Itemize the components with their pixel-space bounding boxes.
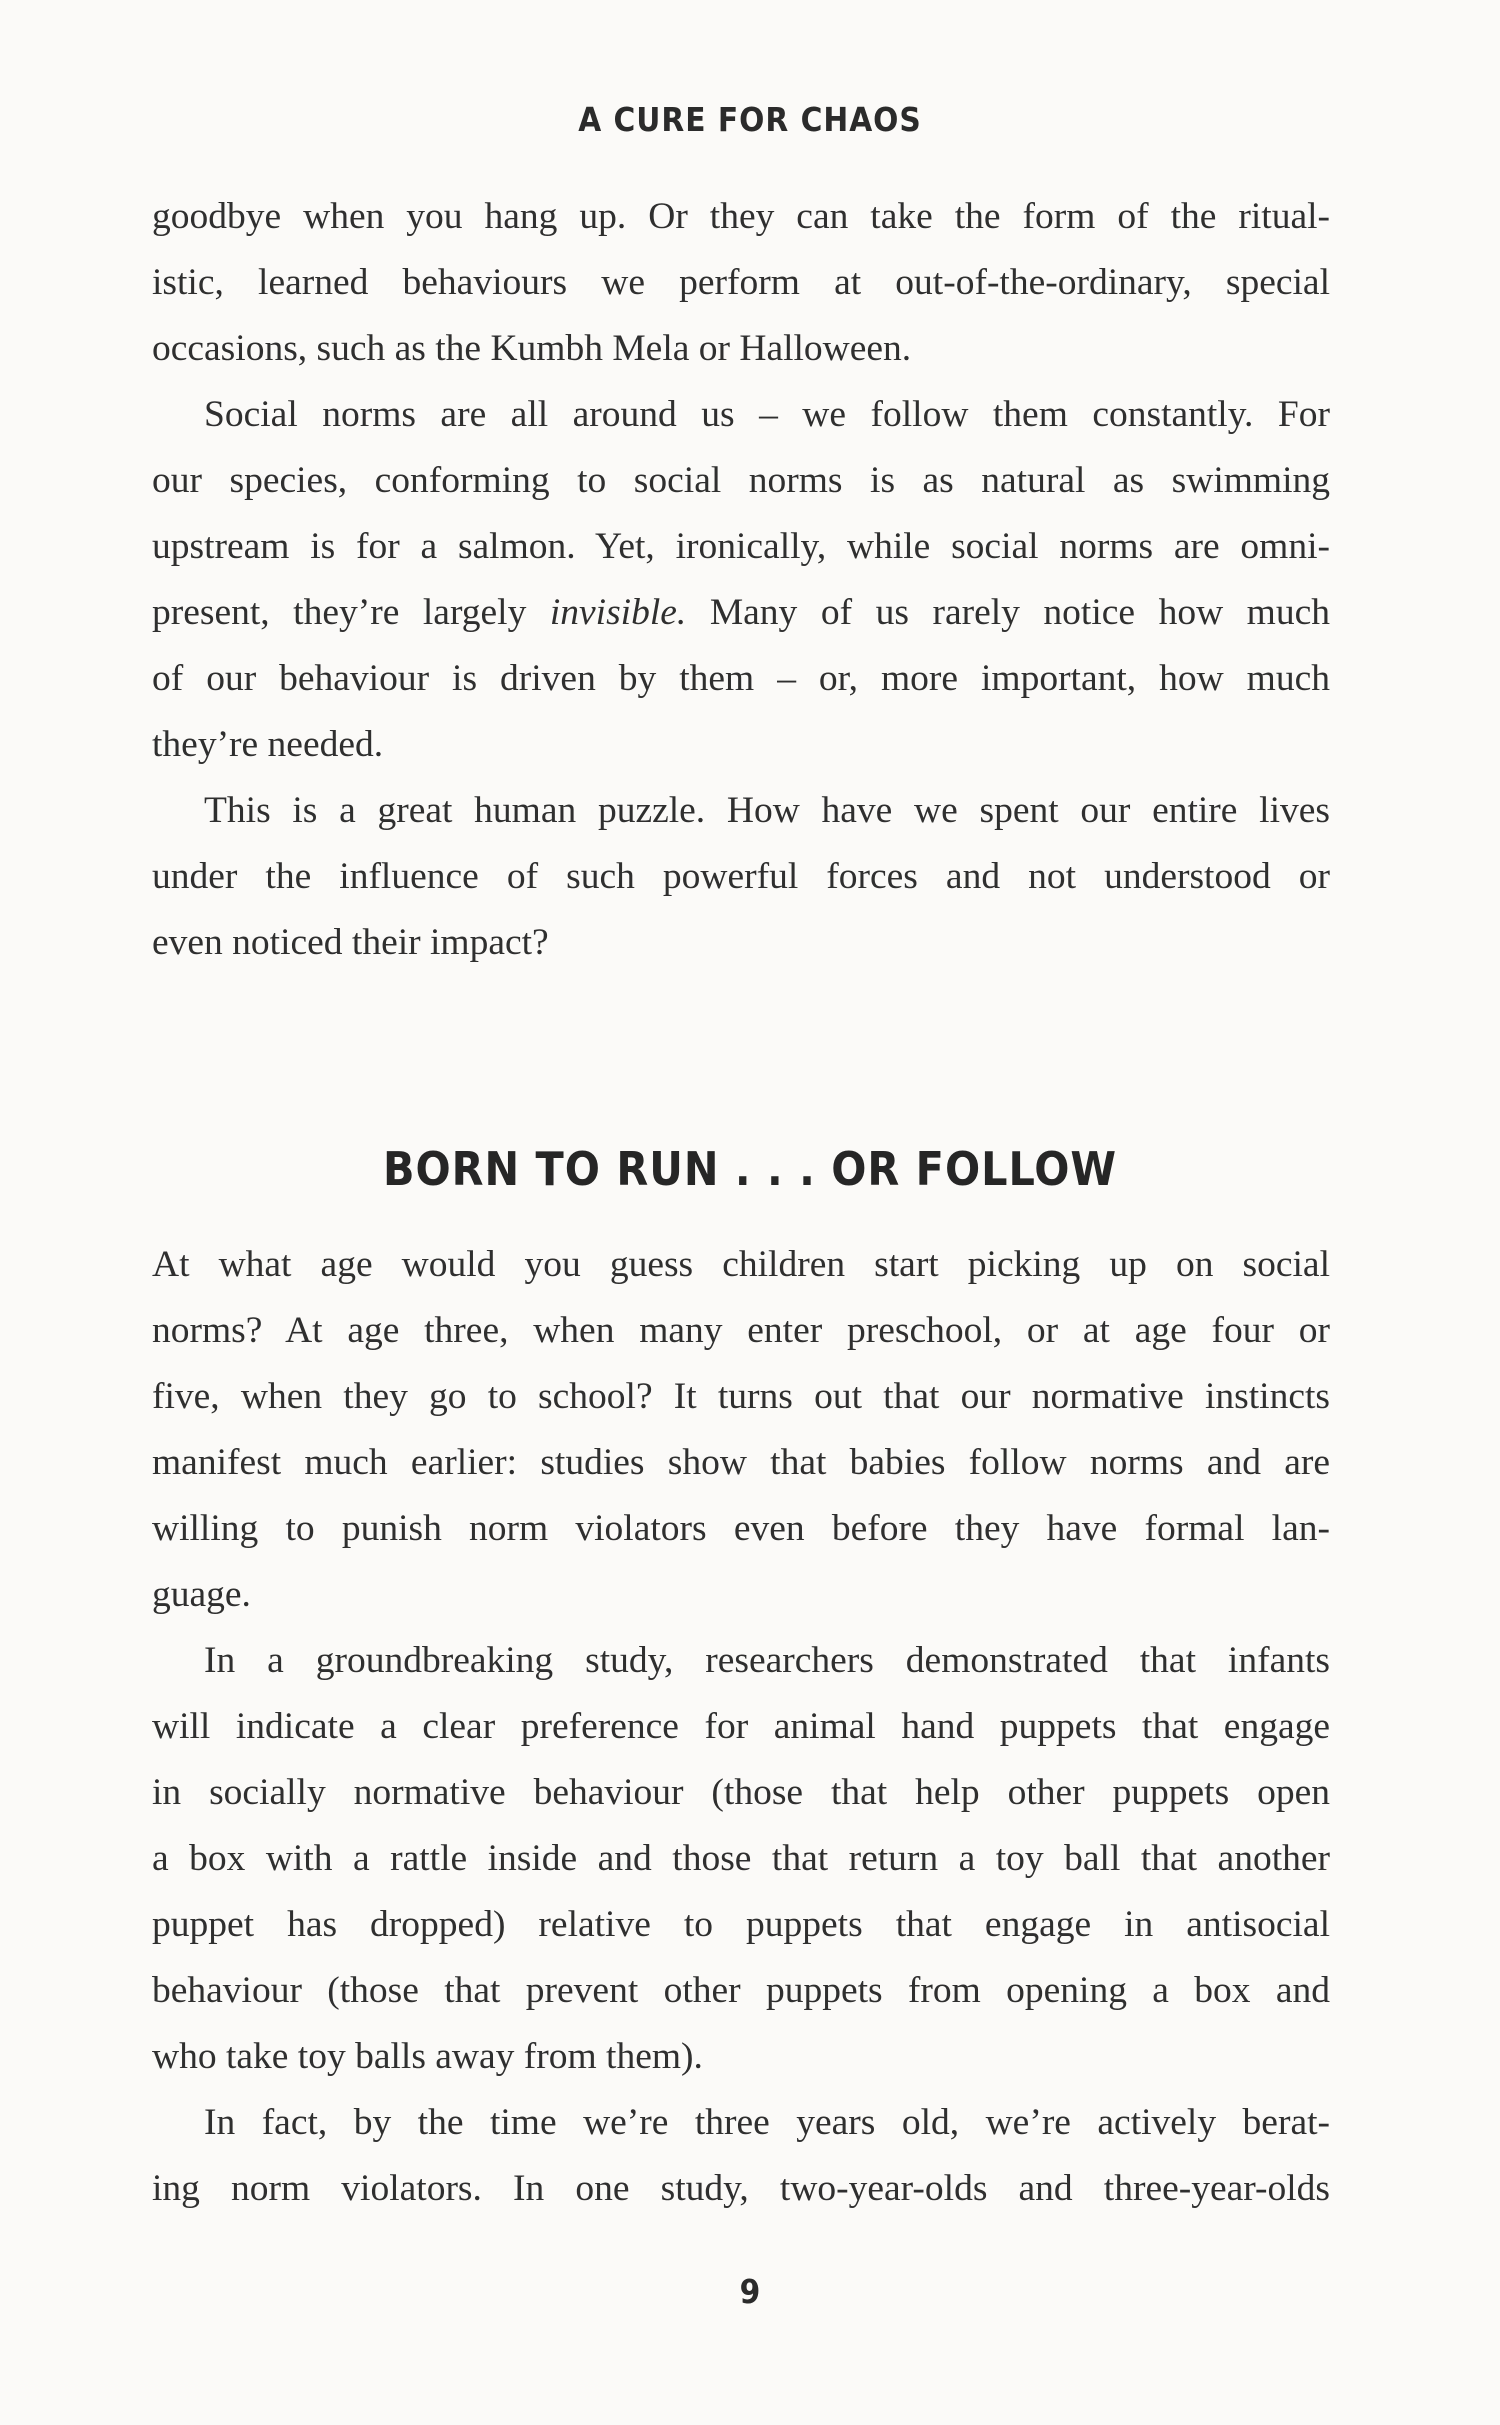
text-line: of our behaviour is driven by them – or, more important, how much — [152, 658, 1330, 699]
text-line: our species, conforming to social norms is as natural as swimming — [152, 460, 1330, 501]
text-line: guage. — [152, 1574, 251, 1615]
text-line: they’re needed. — [152, 724, 384, 765]
text-line: goodbye when you hang up. Or they can take the form of the ritual- — [152, 196, 1330, 237]
text-line: behaviour (those that prevent other puppets from opening a box and — [152, 1970, 1330, 2011]
text-line: This is a great human puzzle. How have we spent our entire lives — [204, 790, 1330, 831]
text-line: upstream is for a salmon. Yet, ironically, while social norms are omni- — [152, 526, 1330, 567]
text-line: Social norms are all around us – we follow them constantly. For — [204, 394, 1330, 435]
text-line — [152, 580, 1330, 646]
text-line: norms? At age three, when many enter preschool, or at age four or — [152, 1310, 1330, 1351]
text-line: In a groundbreaking study, researchers demonstrated that infants — [204, 1640, 1330, 1681]
emphasized-word: invisible. — [549, 592, 687, 633]
text-run: Many of us rarely notice how much — [686, 592, 1330, 633]
body-text-block-1 — [152, 184, 1330, 976]
running-head: A CURE FOR CHAOS — [578, 100, 922, 139]
text-line: even noticed their impact? — [152, 922, 549, 963]
text-line: In fact, by the time we’re three years old, we’re actively berat- — [204, 2102, 1330, 2143]
text-line: five, when they go to school? It turns out that our normative instincts — [152, 1376, 1330, 1417]
body-text-block-2 — [152, 1232, 1330, 2222]
text-line: ing norm violators. In one study, two-year-olds and three-year-olds — [152, 2168, 1330, 2209]
section-heading: BORN TO RUN . . . OR FOLLOW — [382, 1142, 1118, 1196]
text-line: a box with a rattle inside and those that return a toy ball that another — [152, 1838, 1330, 1879]
text-line: willing to punish norm violators even before they have formal lan- — [152, 1508, 1330, 1549]
text-line: in socially normative behaviour (those that help other puppets open — [152, 1772, 1330, 1813]
text-line: occasions, such as the Kumbh Mela or Halloween. — [152, 328, 912, 369]
text-line: At what age would you guess children start picking up on social — [152, 1244, 1330, 1285]
text-line: manifest much earlier: studies show that babies follow norms and are — [152, 1442, 1330, 1483]
text-line: puppet has dropped) relative to puppets that engage in antisocial — [152, 1904, 1330, 1945]
text-line: will indicate a clear preference for animal hand puppets that engage — [152, 1706, 1330, 1747]
page-number: 9 — [739, 2272, 761, 2311]
text-run: present, they’re largely — [152, 592, 550, 633]
text-line: under the influence of such powerful forces and not understood or — [152, 856, 1330, 897]
text-line: who take toy balls away from them). — [152, 2036, 703, 2077]
text-line: istic, learned behaviours we perform at out-of-the-ordinary, special — [152, 262, 1330, 303]
